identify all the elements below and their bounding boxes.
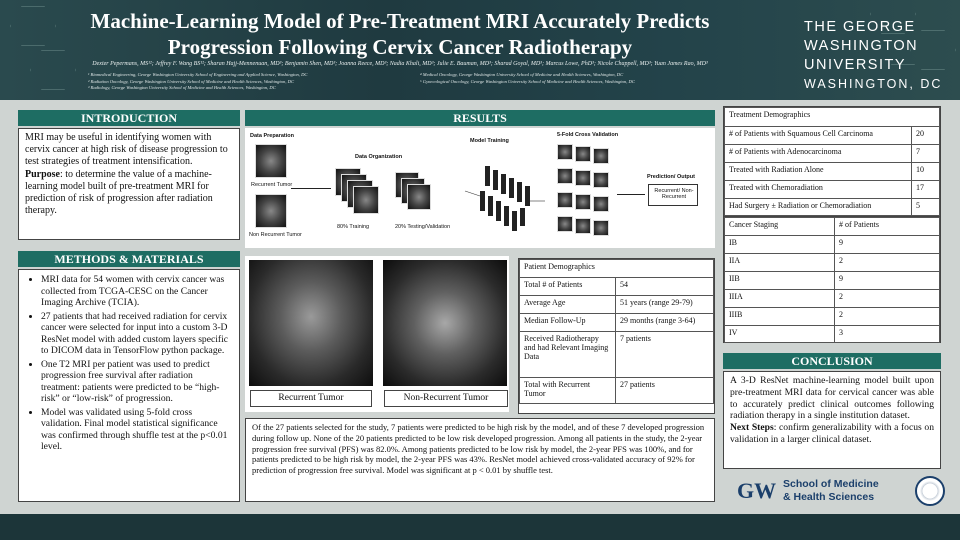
staging-table xyxy=(724,217,940,343)
table-cell: Total with Recurrent Tumor xyxy=(520,378,616,404)
purpose-text: : to determine the value of a machine-learning model built of pre-treatment MRI for prediction of risk of progression after radiation therapy. xyxy=(25,168,213,217)
fold-slice xyxy=(575,194,591,210)
treatment-table xyxy=(724,107,940,216)
figure-label: Data Organization xyxy=(355,154,403,160)
patient-demographics-table xyxy=(518,258,715,414)
table-cell: 17 xyxy=(912,181,940,199)
column-header: # of Patients xyxy=(835,218,940,236)
conclusion-box xyxy=(723,371,941,469)
figure-label: 80% Training xyxy=(337,224,370,230)
table-cell: Average Age xyxy=(520,296,616,314)
table-cell: 9 xyxy=(835,272,940,290)
methods-item: • Model was validated using 5-fold cross validation. Final model statistical significance was confirmed through shuffle test at the p<0.01 level. xyxy=(41,407,233,453)
table-cell: IIB xyxy=(725,272,835,290)
school-name-line: & Health Sciences xyxy=(783,491,875,503)
poster-header xyxy=(0,0,960,100)
table-cell: Treated with Chemoradiation xyxy=(725,181,912,199)
stacked-slice xyxy=(353,186,379,214)
table-cell: 7 patients xyxy=(616,332,714,378)
figure-label: Non Recurrent Tumor xyxy=(249,232,302,238)
title-line-1: Machine-Learning Model of Pre-Treatment MRI Accurately Predicts xyxy=(90,9,710,33)
table-cell: 2 xyxy=(835,254,940,272)
output-box xyxy=(648,184,698,206)
table-cell: 29 months (range 3-64) xyxy=(616,314,714,332)
affiliations-right xyxy=(420,72,760,85)
table-cell: IIIA xyxy=(725,290,835,308)
fold-slice xyxy=(593,148,609,164)
figure-label: 5-Fold Cross Validation xyxy=(557,132,619,138)
fold-slice xyxy=(557,168,573,184)
mri-thumbnail xyxy=(255,194,287,228)
table-cell: IB xyxy=(725,236,835,254)
poster-footer xyxy=(0,514,960,540)
neural-network-diagram xyxy=(460,146,550,236)
treatment-demographics-table xyxy=(723,106,941,216)
results-heading: RESULTS xyxy=(245,110,715,126)
table-cell: Treated with Radiation Alone xyxy=(725,163,912,181)
image-caption: Non-Recurrent Tumor xyxy=(384,390,508,407)
non-recurrent-tumor-mri xyxy=(383,260,507,386)
flow-arrow xyxy=(617,194,645,195)
next-steps-text: : confirm generalizability with a focus on validation in a larger clinical dataset. xyxy=(730,422,935,445)
demographics-table xyxy=(519,259,714,404)
affiliation: ⁵ Gynecological Oncology, George Washington University School of Medicine and Health Sciences, Washington, DC xyxy=(420,78,635,84)
methods-item: • One T2 MRI per patient was used to predict progression free survival after radiation treatment: patients were predicted to be “high-risk” or “low-risk” of progression. xyxy=(41,359,233,405)
conclusion-text xyxy=(724,372,940,449)
logo-line: WASHINGTON xyxy=(804,38,919,54)
title-line-2: Progression Following Cervix Cancer Radiotherapy xyxy=(167,35,633,59)
logo-line: WASHINGTON, DC xyxy=(804,77,943,91)
column-header: Cancer Staging xyxy=(725,218,835,236)
recurrent-tumor-mri xyxy=(249,260,373,386)
figure-label: 20% Testing/Validation xyxy=(395,224,451,230)
results-summary-box xyxy=(245,418,715,502)
introduction-box xyxy=(18,128,240,240)
table-cell: 9 xyxy=(835,236,940,254)
gw-monogram: GW xyxy=(737,478,777,503)
conclusion-paragraph: A 3-D ResNet machine-learning model built upon pre-treatment MRI data for cervical cancer was able to accurately predict clinical outcomes following radiation therapy in a single institution dataset. xyxy=(730,375,934,422)
fold-slice xyxy=(575,170,591,186)
next-steps-label: Next Steps xyxy=(730,422,774,434)
school-name-line: School of Medicine xyxy=(783,478,879,490)
purpose-label: Purpose xyxy=(25,168,60,180)
methods-heading: METHODS & MATERIALS xyxy=(18,251,240,267)
flow-arrow xyxy=(291,188,331,189)
affiliations-left xyxy=(88,72,408,92)
table-cell: Had Surgery ± Radiation or Chemoradiation xyxy=(725,199,912,216)
methods-item: • 27 patients that had received radiation for cervix cancer were selected for input into a custom 3-D ResNet model with added custom layers specific to DICOM data in TensorFlow python package. xyxy=(41,311,233,357)
figure-label: Prediction/ Output xyxy=(647,174,695,180)
table-cell: 51 years (range 29-79) xyxy=(616,296,714,314)
workflow-figure xyxy=(245,128,715,248)
fold-slice xyxy=(557,216,573,232)
methods-item: • MRI data for 54 women with cervix cancer was collected from TCGA-CESC on the Cancer Imaging Archive (TCIA). xyxy=(41,274,233,309)
cancer-staging-table xyxy=(723,216,941,343)
conclusion-heading: CONCLUSION xyxy=(723,353,941,369)
table-cell: IIA xyxy=(725,254,835,272)
table-cell: # of Patients with Squamous Cell Carcinoma xyxy=(725,127,912,145)
fold-slice xyxy=(575,146,591,162)
mri-thumbnail xyxy=(255,144,287,178)
figure-label: Model Training xyxy=(470,138,509,144)
table-cell: 2 xyxy=(835,308,940,326)
introduction-heading: INTRODUCTION xyxy=(18,110,240,126)
affiliation: ⁴ Medical Oncology, George Washington University School of Medicine and Health Sciences, Washington, DC xyxy=(420,72,624,77)
poster-title xyxy=(20,8,780,60)
affiliation: ³ Radiology, George Washington University School of Medicine and Health Sciences, Washington, DC xyxy=(88,85,276,90)
table-cell: Received Radiotherapy and had Relevant Imaging Data xyxy=(520,332,616,378)
affiliation: ¹ Biomedical Engineering, George Washington University School of Engineering and Applied Science, Washington, DC xyxy=(88,72,308,77)
fold-slice xyxy=(575,218,591,234)
table-cell: 10 xyxy=(912,163,940,181)
stacked-slice xyxy=(407,184,431,210)
figure-label: Recurrent Tumor xyxy=(251,182,293,188)
methods-box xyxy=(18,269,240,502)
table-cell: 54 xyxy=(616,278,714,296)
table-cell: IIIB xyxy=(725,308,835,326)
fold-slice xyxy=(557,192,573,208)
fold-slice xyxy=(593,172,609,188)
figure-label: Data Preparation xyxy=(250,133,295,139)
author-list: Dexter Pepermans, MS¹²; Jeffrey F. Wang BS¹²; Sharan Hajj-Mennenuan, MD³; Benjamin Shen, MD³; Joanna Reece, MD³; Nadia Khali, MD³; Julie E. Bauman, MD³; Sharad Goyal, MD³; Marcus Lowe, PhD³; Nicole Chappell, MD³; Yuan James Rao, MD³ xyxy=(92,61,708,67)
intro-paragraph: MRI may be useful in identifying women with cervix cancer at high risk of disease progression to test strategies of treatment intensification. xyxy=(25,132,228,168)
table-cell: 2 xyxy=(835,290,940,308)
results-summary: Of the 27 patients selected for the study, 7 patients were predicted to be high risk by the model, and of these 7 developed progression during follow up. None of the 20 patients predicted to be low risk developed progression. Among all patients in the study, the 2-year progression free survival (PFS) was 82.0%. Among patients predicted to be low risk by model, the 2-year PFS was 100%, and for patients predicted to be high risk by model, the 2-year PFS was 43%. ResNet model achieved cross-validated accuracy of 92% for prediction of progression free survival. Model was significant at p < 0.01 by shuffle test. xyxy=(252,422,705,476)
table-cell: 7 xyxy=(912,145,940,163)
university-seal-icon xyxy=(915,476,945,506)
logo-line: UNIVERSITY xyxy=(804,57,907,73)
logo-line: THE GEORGE xyxy=(804,19,916,35)
table-cell: 20 xyxy=(912,127,940,145)
table-cell: IV xyxy=(725,326,835,343)
introduction-text xyxy=(19,129,239,220)
fold-slice xyxy=(593,196,609,212)
affiliation: ² Radiation Oncology, George Washington University School of Medicine and Health Sciences, Washington, DC xyxy=(88,78,295,84)
table-cell: 5 xyxy=(912,199,940,216)
table-title: Patient Demographics xyxy=(520,260,714,278)
fold-slice xyxy=(557,144,573,160)
fold-slice xyxy=(593,220,609,236)
table-cell: Median Follow-Up xyxy=(520,314,616,332)
table-cell: # of Patients with Adenocarcinoma xyxy=(725,145,912,163)
output-label: Recurrent/ Non-Recurrent xyxy=(654,188,694,200)
table-title: Treatment Demographics xyxy=(725,108,940,127)
school-name xyxy=(783,478,879,504)
table-cell: 27 patients xyxy=(616,378,714,404)
table-cell: Total # of Patients xyxy=(520,278,616,296)
gw-university-logo xyxy=(804,18,942,94)
methods-list xyxy=(19,270,239,459)
mri-images-panel xyxy=(245,256,509,412)
image-caption: Recurrent Tumor xyxy=(250,390,372,407)
table-cell: 3 xyxy=(835,326,940,343)
gw-smhs-logo xyxy=(737,476,937,508)
